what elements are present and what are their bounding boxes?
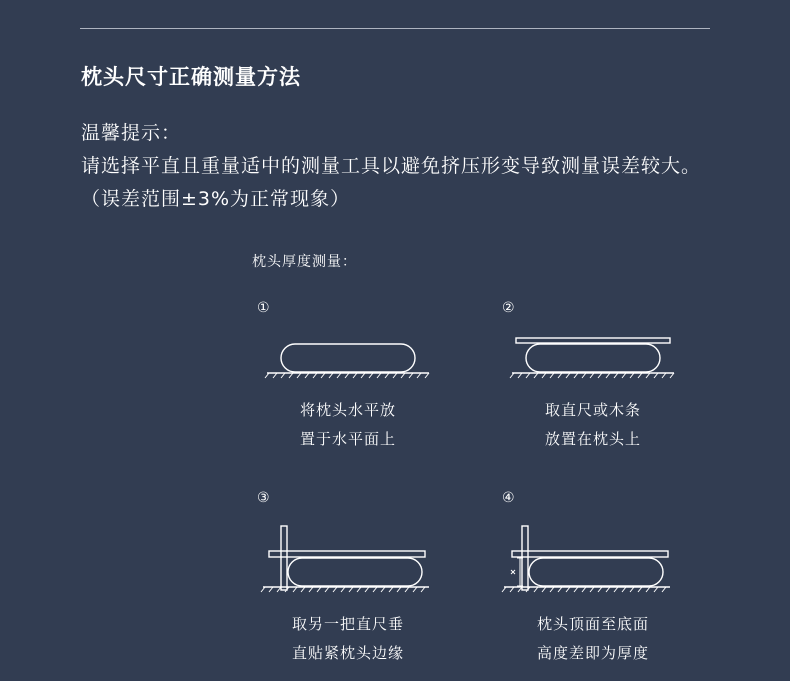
step-3-caption-line-1: 取另一把直尺垂 [291, 615, 404, 633]
step-4 [500, 488, 740, 668]
step-3-diagram [255, 488, 495, 588]
step-2-caption-line-2: 放置在枕头上 [544, 430, 641, 448]
page-title: 枕头尺寸正确测量方法 [81, 65, 301, 89]
step-3-caption [228, 610, 468, 668]
pillow-shape [281, 344, 415, 372]
pillow-shape [529, 558, 663, 586]
ruler-bar [516, 338, 670, 343]
ground-hatch [265, 373, 429, 378]
thickness-marker [511, 558, 523, 586]
step-2-diagram [500, 298, 740, 388]
step-3-number: ③ [257, 490, 270, 506]
step-3 [255, 488, 495, 668]
step-2-caption-line-1: 取直尺或木条 [544, 401, 641, 419]
pillow-shape [288, 558, 422, 586]
tip-body: 请选择平直且重量适中的测量工具以避免挤压形变导致测量误差较大。（误差范围±3%为正常现象） [81, 155, 702, 210]
step-4-number: ④ [502, 490, 515, 506]
step-3-caption-line-2: 直贴紧枕头边缘 [291, 644, 404, 662]
ruler-bar [269, 551, 425, 557]
ground-hatch [510, 373, 674, 378]
vertical-ruler [281, 526, 287, 590]
tip-heading: 温馨提示： [81, 122, 182, 144]
step-1 [255, 298, 495, 478]
step-1-number: ① [257, 300, 270, 316]
step-1-diagram [255, 298, 495, 388]
step-4-diagram [500, 488, 740, 588]
step-4-caption-line-1: 枕头顶面至底面 [536, 615, 649, 633]
thickness-subheading: 枕头厚度测量： [252, 254, 357, 270]
step-2 [500, 298, 740, 478]
ruler-bar [512, 551, 668, 557]
step-2-caption [473, 396, 713, 454]
step-1-caption-line-1: 将枕头水平放 [299, 401, 396, 419]
step-2-number: ② [502, 300, 515, 316]
step-4-caption-line-2: 高度差即为厚度 [536, 644, 649, 662]
step-4-caption [473, 610, 713, 668]
step-1-caption [228, 396, 468, 454]
pillow-shape [526, 344, 660, 372]
top-divider [80, 28, 710, 29]
step-1-caption-line-2: 置于水平面上 [299, 430, 396, 448]
